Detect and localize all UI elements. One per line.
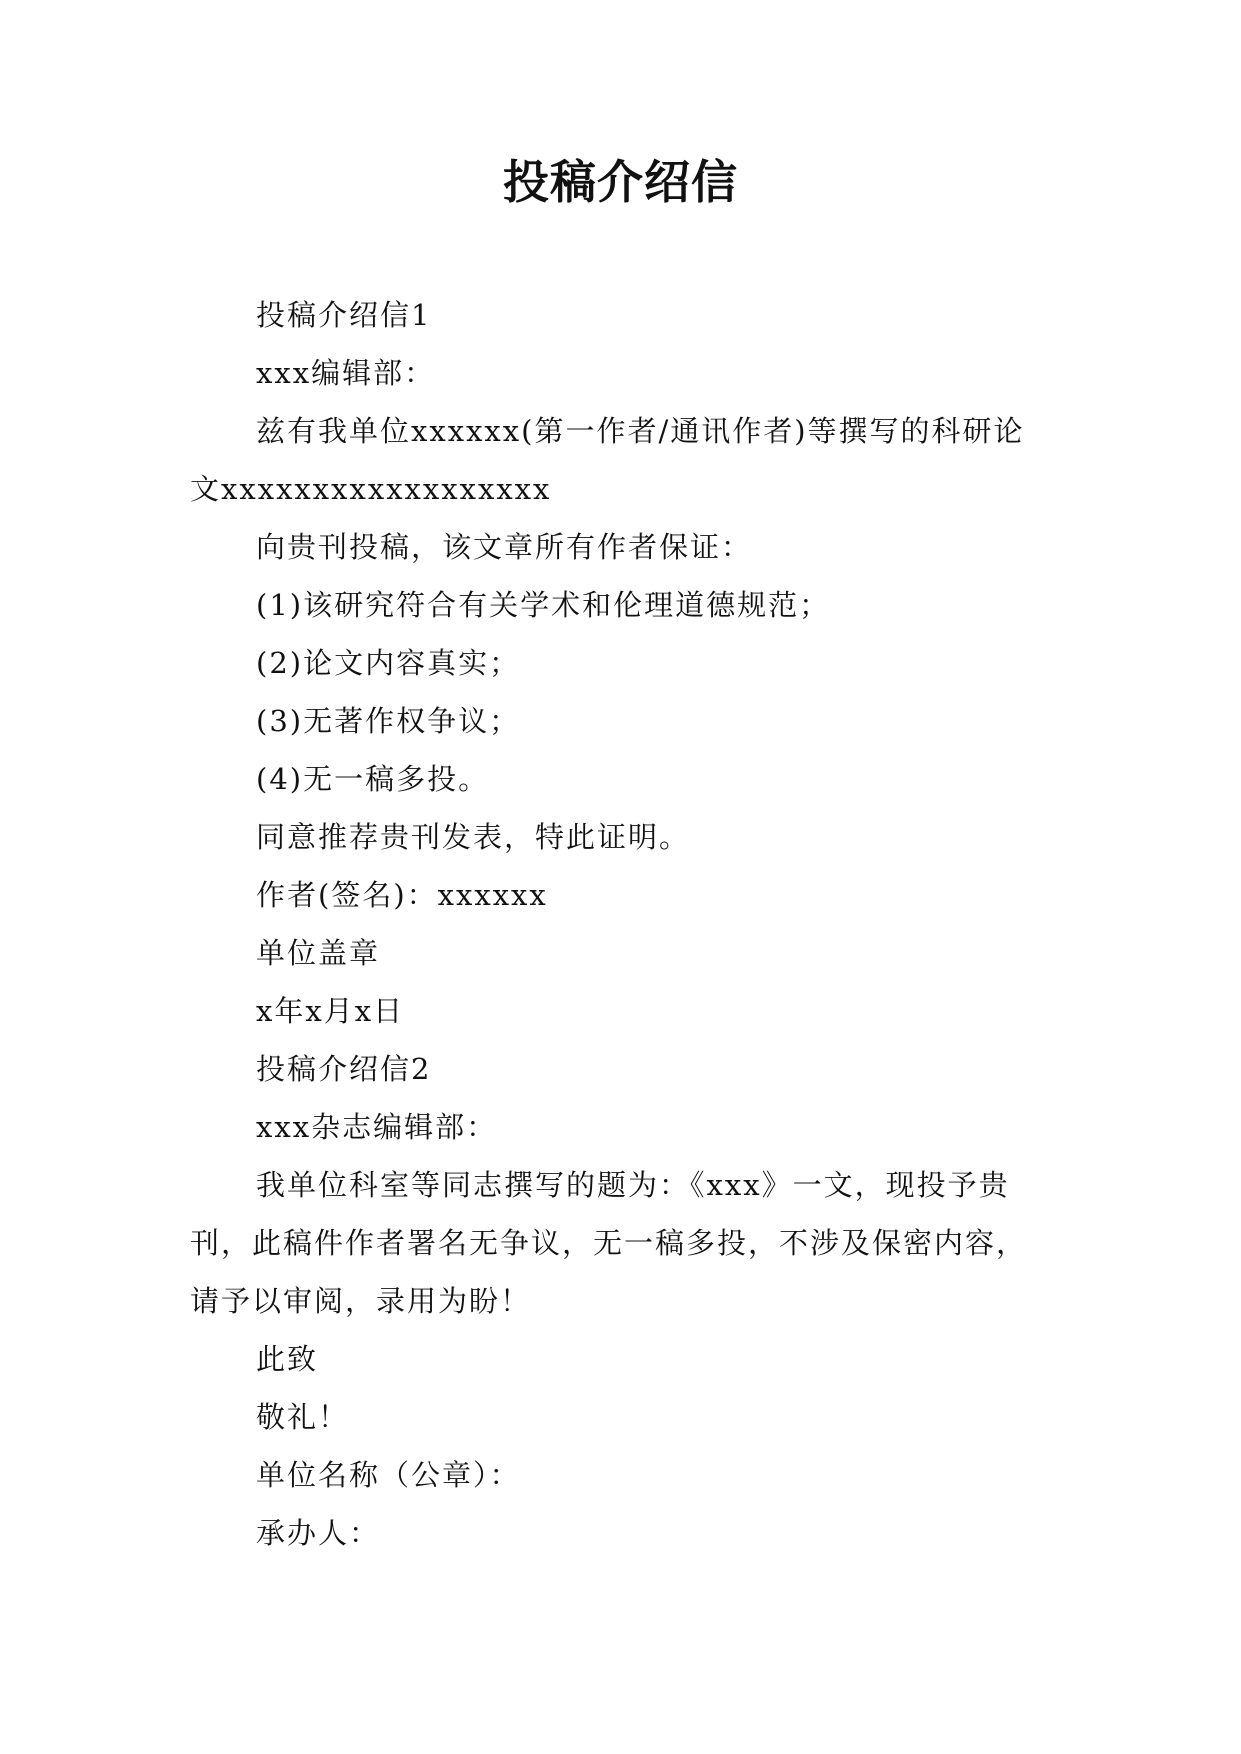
guarantee-item-4: (4)无一稿多投。 [256, 762, 490, 796]
closing-regards: 敬礼！ [256, 1400, 350, 1434]
guarantee-item-2: (2)论文内容真实； [256, 646, 521, 680]
author-signature-line: 作者(签名)：xxxxxx [256, 878, 548, 912]
unit-seal-line: 单位盖章 [256, 936, 381, 970]
body-paragraph: 兹有我单位xxxxxx(第一作者/通讯作者)等撰写的科研论文xxxxxxxxxxxxxxxxxx [190, 414, 1025, 506]
salutation-1: xxx编辑部： [256, 356, 436, 390]
section-heading-2: 投稿介绍信2 [256, 1052, 432, 1086]
handler-line: 承办人： [256, 1516, 381, 1550]
unit-name-line: 单位名称（公章）： [256, 1458, 521, 1492]
document-title: 投稿介绍信 [503, 155, 738, 209]
closing-line: 此致 [256, 1342, 319, 1376]
date-line: x年x月x日 [256, 994, 405, 1028]
body-paragraph: 向贵刊投稿，该文章所有作者保证： [256, 530, 753, 564]
guarantee-item-1: (1)该研究符合有关学术和伦理道德规范； [256, 588, 831, 622]
document-body [190, 286, 1050, 1562]
body-paragraph: 我单位科室等同志撰写的题为：《xxx》一文，现投予贵刊，此稿件作者署名无争议，无一稿多投，不涉及保密内容，请予以审阅，录用为盼！ [190, 1168, 1028, 1318]
guarantee-item-3: (3)无著作权争议； [256, 704, 521, 738]
section-heading-1: 投稿介绍信1 [256, 298, 432, 332]
salutation-2: xxx杂志编辑部： [256, 1110, 498, 1144]
body-paragraph: 同意推荐贵刊发表，特此证明。 [256, 820, 691, 854]
